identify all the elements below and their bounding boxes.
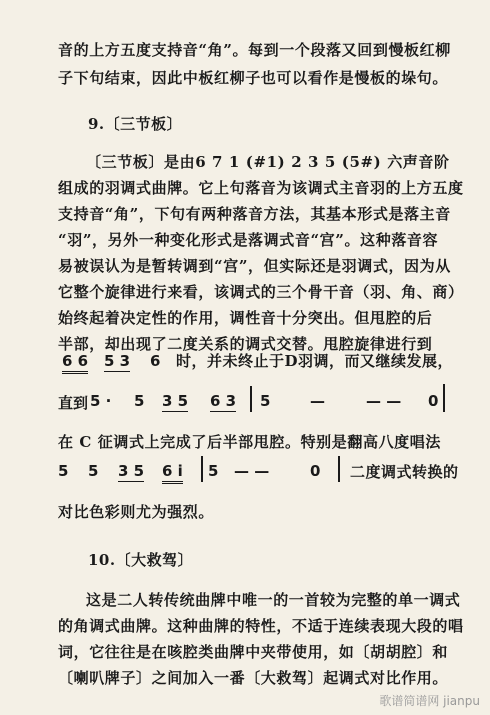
notation-line (58, 390, 468, 414)
paragraph-line: 子下句结束，因此中板红柳子也可以看作是慢板的垛句。 (58, 69, 449, 87)
barline (250, 386, 252, 412)
notation-text: 二度调式转换的 (350, 463, 459, 481)
watermark: 歌谱简谱网 jianpu (379, 694, 480, 708)
notation-group: 3 5 (162, 392, 189, 410)
paragraph-line: 始终起着决定性的作用，调性音十分突出。但甩腔的后 (58, 309, 433, 327)
notation-group: 6 3 (210, 392, 237, 410)
barline (338, 456, 340, 482)
paragraph-line: 〔三节板〕是由6 7 1 (#1) 2 3 5 (5#) 六声音阶 (86, 153, 450, 171)
notation-line (58, 348, 468, 372)
notation-rest: 0 (428, 392, 439, 410)
paragraph-line: “羽”，另外一种变化形式是落调式音“宫”。这种落音容 (58, 231, 439, 249)
paragraph-line: 对比色彩则尤为强烈。 (58, 503, 215, 521)
notation-note: 5 (208, 462, 219, 480)
notation-note: 5 (260, 392, 271, 410)
notation-note: 5 (88, 462, 99, 480)
notation-group: 6 6 (62, 352, 88, 374)
notation-group: 5 3 (104, 352, 131, 370)
paragraph-line: 易被误认为是暂转调到“宫”，但实际还是羽调式，因为从 (58, 257, 451, 275)
paragraph-line: 支持音“角”，下句有两种落音方法，其基本形式是落主音 (58, 205, 451, 223)
notation-dash: — — (366, 392, 402, 410)
notation-group: 6 i (162, 462, 183, 484)
barline (201, 456, 203, 482)
paragraph-line: 的角调式曲牌。这种曲牌的特性，不适于连续表现大段的唱 (58, 617, 464, 635)
notation-text: 时，并未终止于D羽调，而又继续发展， (176, 352, 454, 370)
paragraph-line: 半部，却出现了二度关系的调式交替。甩腔旋律进行到 (58, 335, 433, 353)
section-heading: 9.〔三节板〕 (88, 115, 183, 133)
notation-note: 6 (150, 352, 161, 370)
notation-note: 5 · (90, 392, 112, 410)
notation-note: 5 (134, 392, 145, 410)
paragraph-line: 词，它往往是在咳腔类曲牌中夹带使用，如〔胡胡腔〕和 (58, 643, 449, 661)
paragraph-line: 在 C 征调式上完成了后半部甩腔。特别是翻高八度唱法 (58, 433, 441, 451)
notation-note: 5 (58, 462, 69, 480)
barline (443, 384, 445, 412)
notation-text: 直到 (58, 394, 89, 412)
notation-dash: — — (234, 462, 270, 480)
section-heading: 10.〔大救驾〕 (88, 551, 194, 569)
notation-group: 3 5 (118, 462, 145, 480)
paragraph-line: 音的上方五度支持音“角”。每到一个段落又回到慢板红柳 (58, 41, 451, 59)
notation-line (58, 460, 468, 484)
notation-rest: 0 (310, 462, 321, 480)
paragraph-line: 这是二人转传统曲牌中唯一的一首较为完整的单一调式 (86, 591, 461, 609)
paragraph-line: 组成的羽调式曲牌。它上句落音为该调式主音羽的上方五度 (58, 179, 464, 197)
paragraph-line: 〔喇叭牌子〕之间加入一番〔大救驾〕起调式对比作用。 (58, 669, 449, 687)
notation-dash: — (310, 392, 325, 410)
paragraph-line: 它整个旋律进行来看，该调式的三个骨干音（羽、角、商） (58, 283, 464, 301)
